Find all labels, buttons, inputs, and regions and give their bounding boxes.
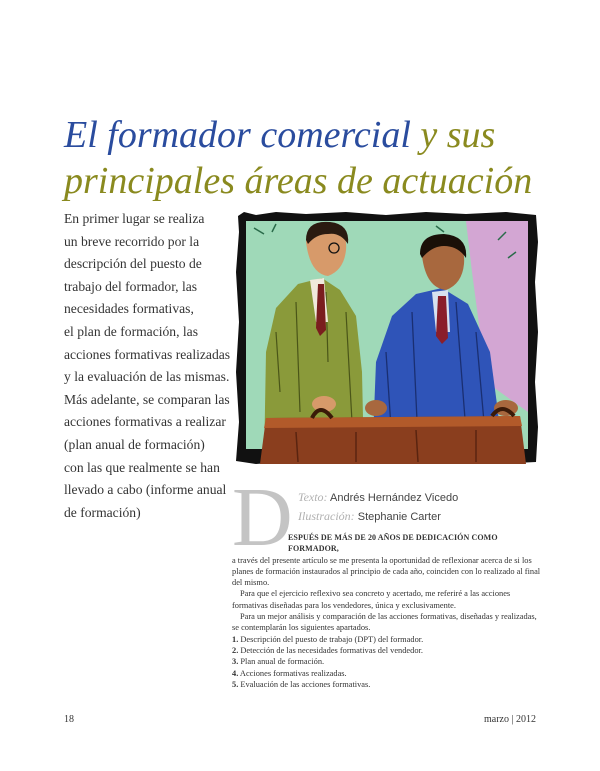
title-part-2: y sus [410,114,496,156]
list-item-number: 1. [232,634,239,644]
list-item-text: Plan anual de formación. [240,657,325,667]
article-paragraph: Para que el ejercicio reflexivo sea concreto y acertado, me referiré a las acciones formativas diseñadas para los vendedores, única y exclusivamente. [232,589,511,610]
right-man-tie [436,296,448,344]
credit-text-label: Texto: [298,490,328,504]
issue-date [484,714,536,725]
intro-line: descripción del puesto de [64,256,202,272]
list-item-number: 3. [232,657,239,667]
credit-illustration-value: Stephanie Carter [357,511,441,523]
intro-line: acciones formativas a realizar [64,414,226,430]
intro-line: de formación) [64,504,141,520]
issue-month: marzo [484,714,509,725]
list-item-number: 2. [232,645,239,655]
sections-list [232,634,544,690]
intro-line: el plan de formación, las [64,323,198,339]
intro-line: llevado a cabo (informe anual [64,482,227,498]
list-item [232,645,544,656]
credit-text [298,488,458,507]
intro-line: un breve recorrido por la [64,233,200,249]
intro-text [64,208,232,524]
article-paragraph: Para un mejor análisis y comparación de las acciones formativas, diseñadas y realizadas, se contemplarán los siguientes apartados. [232,612,537,633]
intro-line: En primer lugar se realiza [64,211,205,226]
article-lead: ESPUÉS DE MÁS DE 20 AÑOS DE DEDICACIÓN COMO FORMADOR, [288,533,498,554]
credit-illustration-label: Ilustración: [298,509,355,523]
list-item [232,679,544,690]
article-body [232,532,544,690]
intro-line: acciones formativas realizadas [64,346,231,362]
list-item-text: Descripción del puesto de trabajo (DPT) del formador. [240,634,424,644]
intro-line: trabajo del formador, las [64,278,198,294]
list-item [232,656,544,667]
intro-line: (plan anual de formación) [64,436,205,452]
intro-line: necesidades formativas, [64,301,194,317]
credits [298,488,458,526]
briefcase-top [264,416,522,428]
intro-line: Más adelante, se comparan las [64,391,230,407]
title-part-1: El formador comercial [64,114,411,156]
list-item-text: Acciones formativas realizadas. [239,668,347,678]
intro-line: con las que realmente se han [64,459,220,475]
credit-illustration [298,507,458,526]
list-item [232,668,544,679]
businessmen-illustration [236,212,538,464]
list-item-text: Detección de las necesidades formativas del vendedor. [240,645,423,655]
issue-year: 2012 [516,714,537,725]
right-man-hand-1 [365,400,387,416]
list-item-number: 4. [232,668,239,678]
article-title [64,112,564,204]
title-part-3: principales áreas de actuación [64,160,533,202]
intro-line: y la evaluación de las mismas. [64,369,230,385]
list-item-text: Evaluación de las acciones formativas. [240,679,371,689]
list-item [232,634,544,645]
issue-separator: | [511,714,514,725]
credit-text-value: Andrés Hernández Vicedo [330,492,459,504]
drop-cap: D [232,471,293,564]
page-number: 18 [64,714,74,725]
article-paragraph: a través del presente artículo se me presenta la oportunidad de reflexionar acerca de si los planes de formación instaurados al principio de cada año, coinciden con lo realizado al final del mismo. [232,555,541,588]
list-item-number: 5. [232,679,239,689]
